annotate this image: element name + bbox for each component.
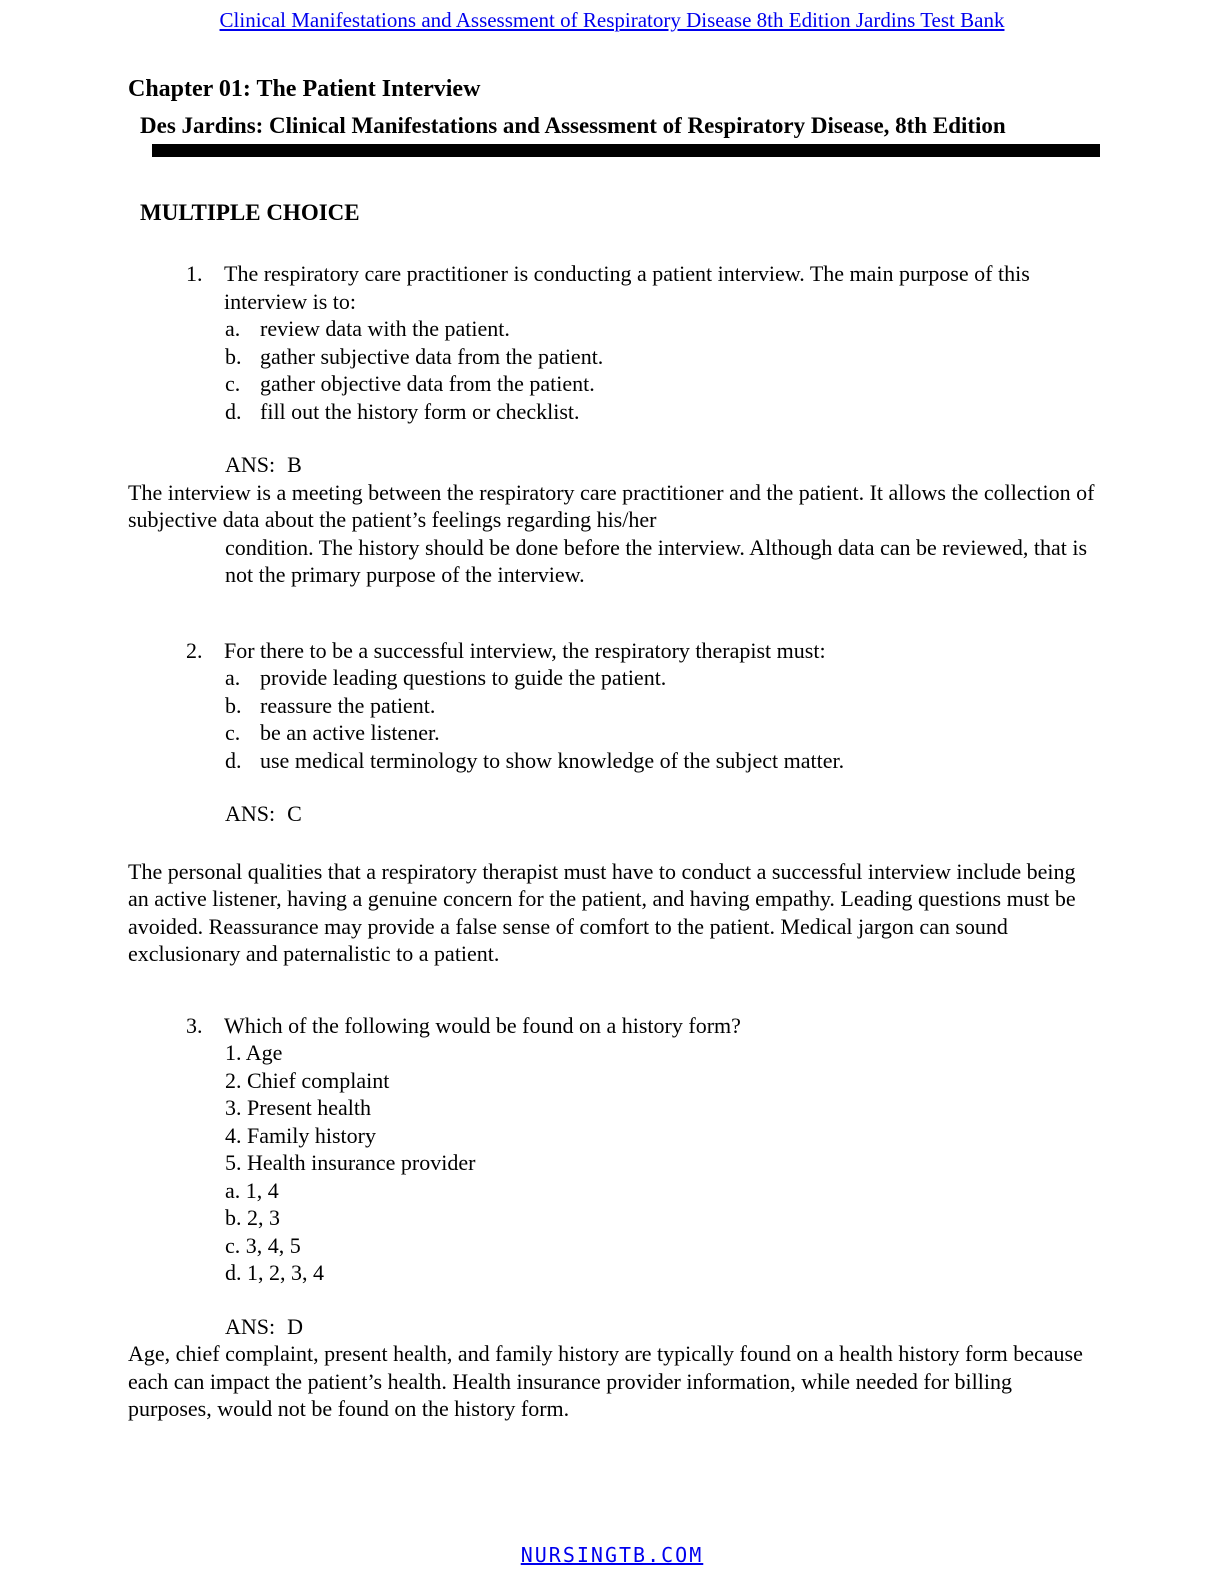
option-text: gather objective data from the patient. <box>260 371 595 396</box>
answer-value: D <box>287 1313 304 1339</box>
question-1 <box>128 260 1100 589</box>
question-1-rationale: The interview is a meeting between the respiratory care practitioner and the patient. It allows the collection of subjective data about the patient’s feelings regarding his/her <box>128 479 1095 532</box>
question-3-subitem-5: 5. Health insurance provider <box>225 1150 476 1175</box>
question-3-number: 3. <box>186 1012 203 1038</box>
question-1-rationale-continued: condition. The history should be done before the interview. Although data can be reviewed, that is not the primary purpose of the interview. <box>225 534 1088 587</box>
option-letter: a. <box>225 665 241 690</box>
question-3-subitem-3: 3. Present health <box>225 1095 372 1120</box>
option-letter: c. <box>225 720 241 745</box>
question-3-option-a: a. 1, 4 <box>225 1177 279 1203</box>
question-1-option-b <box>128 343 1100 371</box>
page-content <box>0 74 1224 1423</box>
answer-value: B <box>287 452 302 477</box>
option-letter: c. <box>225 371 241 396</box>
book-title: Des Jardins: Clinical Manifestations and Assessment of Respiratory Disease, 8th Edition <box>140 112 1006 138</box>
question-1-number: 1. <box>186 261 203 286</box>
divider-bar <box>152 144 1100 157</box>
question-3 <box>128 1012 1100 1423</box>
question-2-option-d <box>128 747 1100 775</box>
answer-label: ANS: <box>225 452 276 477</box>
question-2-number: 2. <box>186 637 203 663</box>
option-text: gather subjective data from the patient. <box>260 343 604 369</box>
question-3-option-c: c. 3, 4, 5 <box>225 1232 301 1258</box>
question-1-answer-line <box>128 451 1100 479</box>
question-1-option-a <box>128 315 1100 343</box>
question-2-option-c <box>128 719 1100 747</box>
option-text: review data with the patient. <box>260 316 510 341</box>
question-3-answer-line <box>128 1313 1100 1341</box>
footer-link[interactable]: NURSINGTB.COM <box>520 1542 704 1567</box>
question-2-text: For there to be a successful interview, the respiratory therapist must: <box>224 637 826 663</box>
question-1-text: The respiratory care practitioner is conducting a patient interview. The main purpose of this interview is to: <box>224 261 1030 314</box>
option-text: be an active listener. <box>260 720 440 745</box>
question-1-option-d <box>128 398 1100 426</box>
option-text: provide leading questions to guide the patient. <box>260 665 667 690</box>
header-link[interactable]: Clinical Manifestations and Assessment of Respiratory Disease 8th Edition Jardins Test Bank <box>219 8 1005 32</box>
question-2-rationale: The personal qualities that a respiratory therapist must have to conduct a successful interview include being an active listener, having a genuine concern for the patient, and having empathy. Leading questions must be avoided. Reassurance may provide a false sense of comfort to the patient. Medical jargon can sound exclusionary and paternalistic to a patient. <box>128 858 1076 966</box>
question-2-option-b <box>128 692 1100 720</box>
chapter-title: Chapter 01: The Patient Interview <box>128 75 481 102</box>
option-letter: d. <box>225 398 242 424</box>
question-3-line <box>128 1012 1100 1040</box>
option-letter: b. <box>225 692 242 718</box>
option-text: use medical terminology to show knowledge of the subject matter. <box>260 747 845 773</box>
option-letter: d. <box>225 747 242 773</box>
option-letter: b. <box>225 343 242 369</box>
question-2 <box>128 637 1100 968</box>
question-3-option-b: b. 2, 3 <box>225 1205 280 1230</box>
section-heading: MULTIPLE CHOICE <box>140 200 360 226</box>
question-3-subitem-2: 2. Chief complaint <box>225 1067 390 1093</box>
question-2-line <box>128 637 1100 665</box>
question-1-line <box>128 260 1100 315</box>
question-2-answer-line <box>128 800 1100 828</box>
option-text: reassure the patient. <box>260 692 436 718</box>
page-header <box>0 0 1224 34</box>
page-footer <box>0 1541 1224 1569</box>
question-3-option-d: d. 1, 2, 3, 4 <box>225 1260 324 1285</box>
question-3-rationale: Age, chief complaint, present health, and family history are typically found on a health history form because each can impact the patient’s health. Health insurance provider information, while needed for billing purposes, would not be found on the history form. <box>128 1341 1083 1421</box>
question-3-subitem-4: 4. Family history <box>225 1122 376 1148</box>
answer-label: ANS: <box>225 801 276 826</box>
option-letter: a. <box>225 316 241 341</box>
option-text: fill out the history form or checklist. <box>260 398 580 424</box>
question-3-subitem-1: 1. Age <box>225 1040 283 1065</box>
answer-value: C <box>287 801 302 826</box>
question-1-option-c <box>128 370 1100 398</box>
question-2-option-a <box>128 664 1100 692</box>
answer-label: ANS: <box>225 1313 276 1339</box>
question-3-text: Which of the following would be found on a history form? <box>224 1012 741 1038</box>
